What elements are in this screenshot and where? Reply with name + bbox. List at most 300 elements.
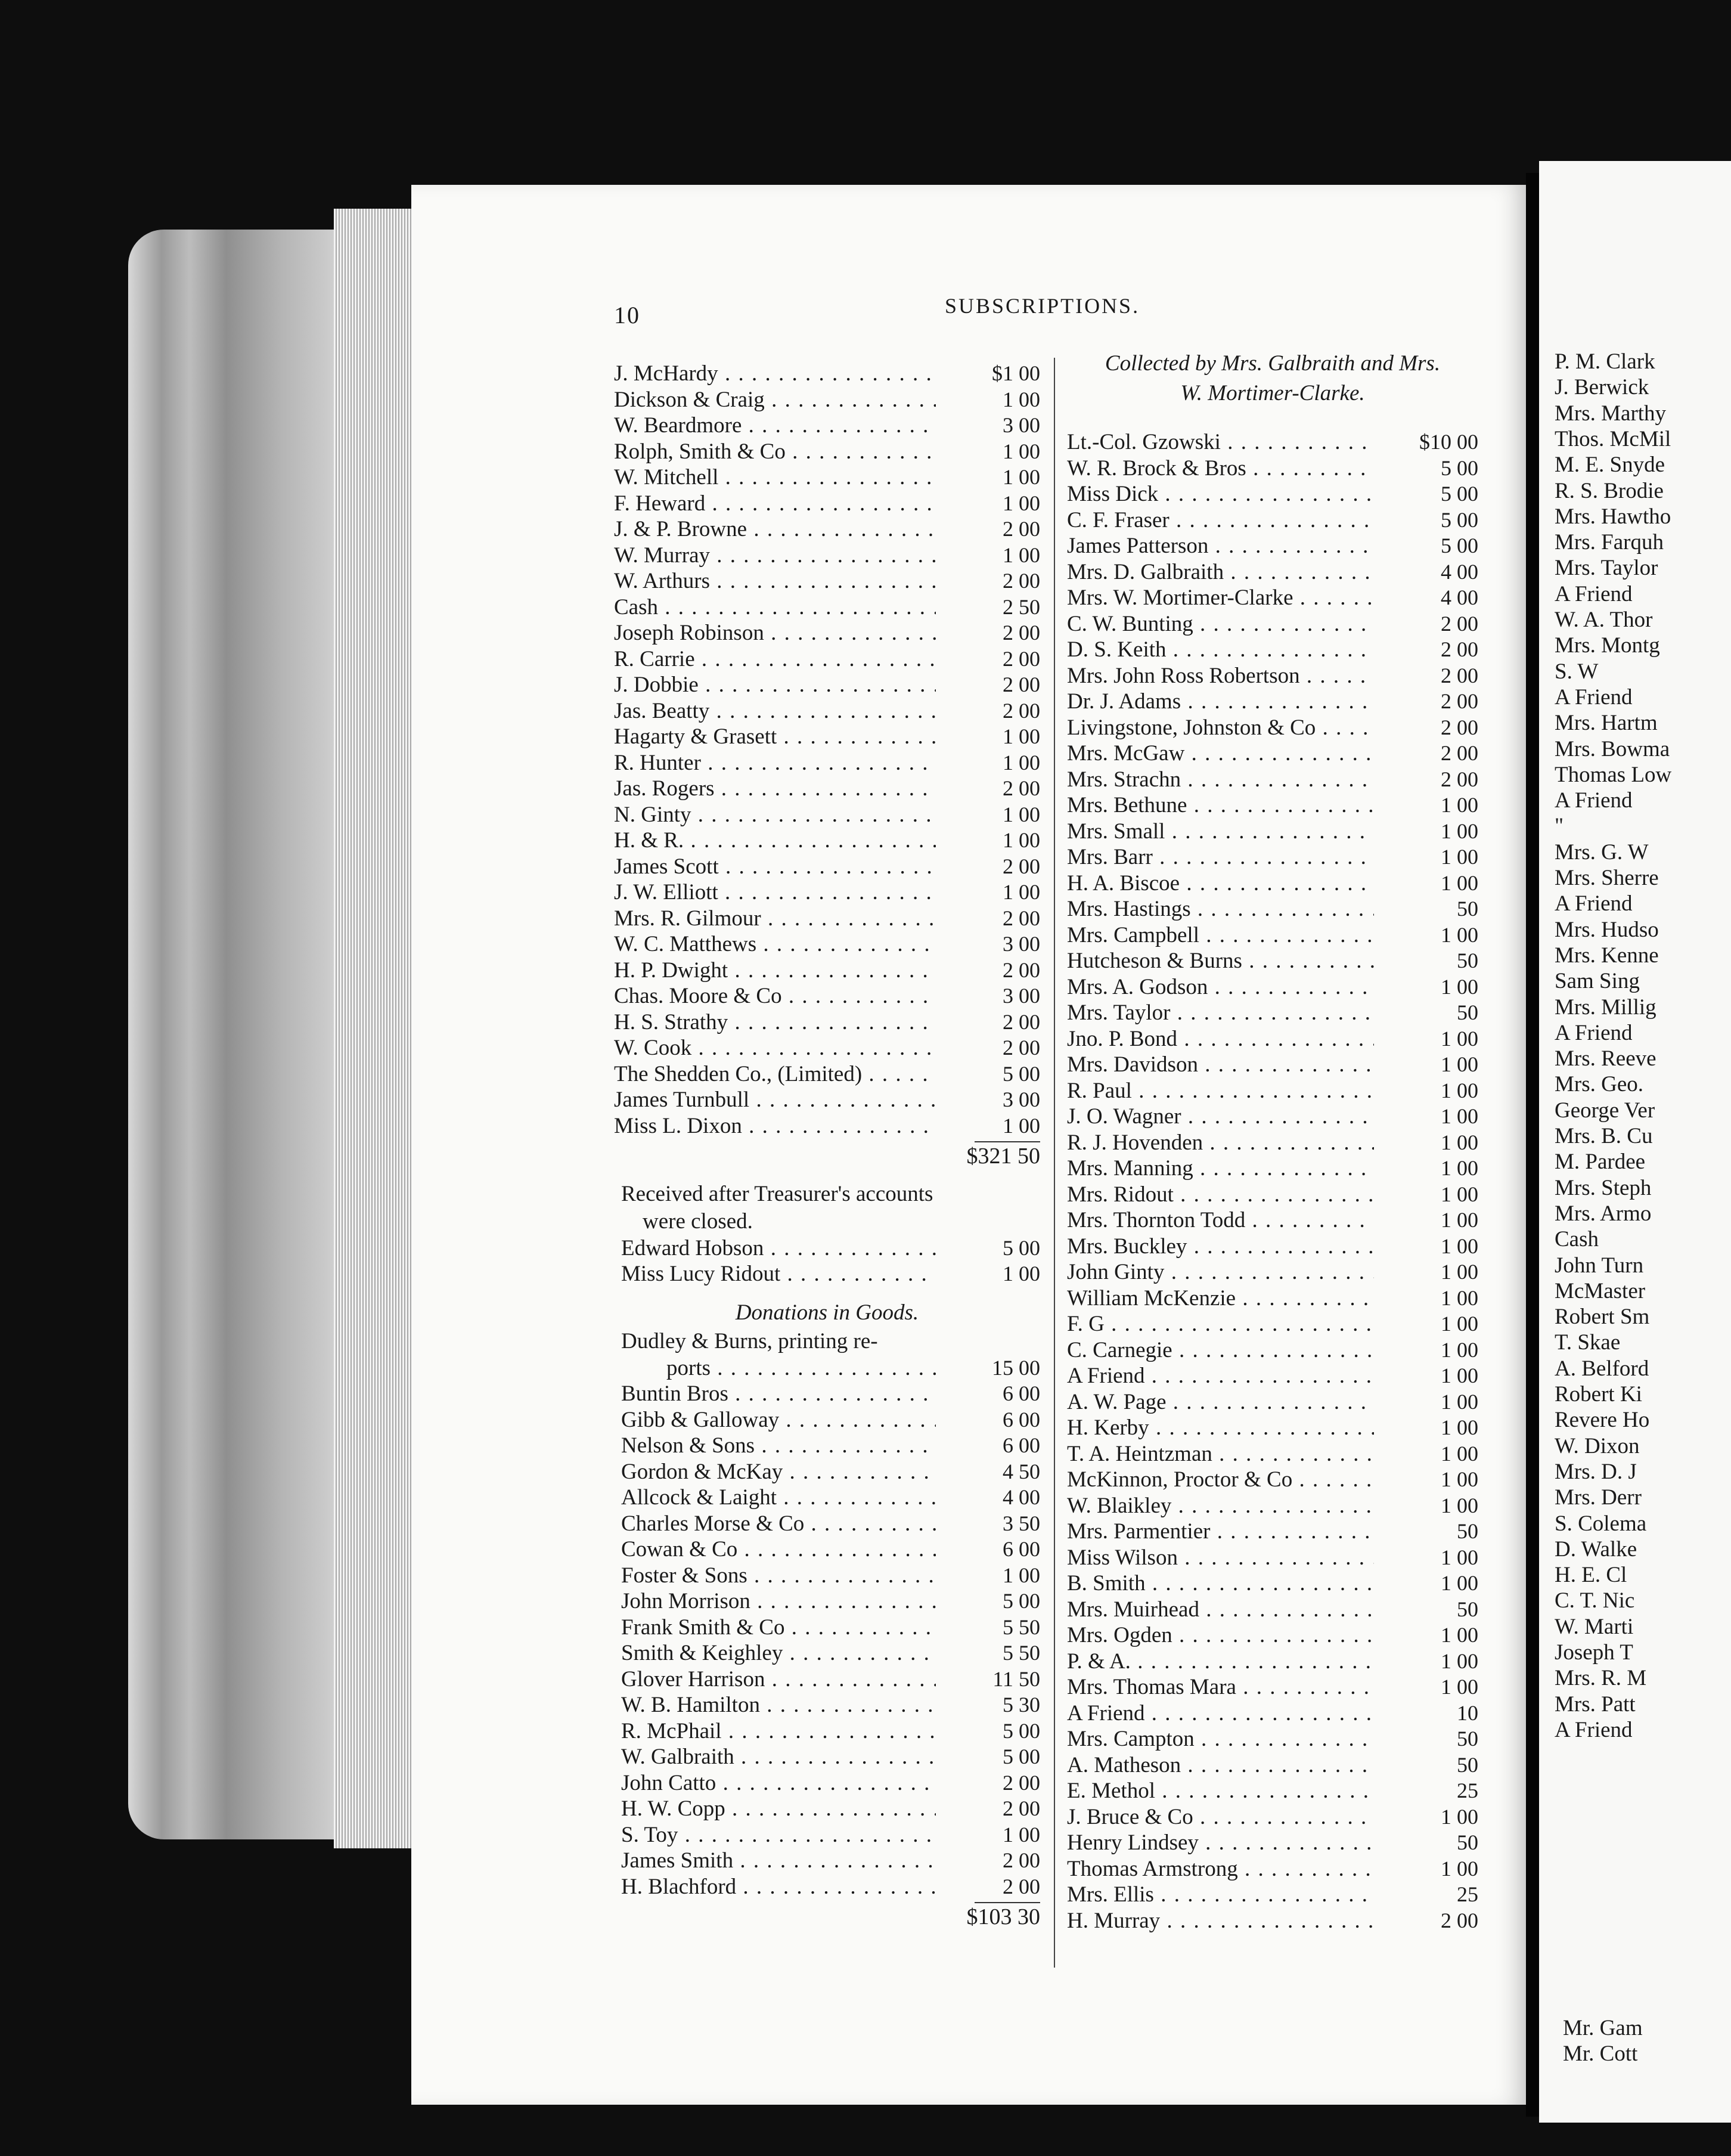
- collected-name: Mrs. Campton . . .: [1067, 1726, 1374, 1752]
- donation-amount: 2 00: [1003, 1848, 1040, 1872]
- collected-row: [1067, 871, 1478, 897]
- collected-amount: 2 00: [1441, 715, 1478, 739]
- subscriber-name: Dickson & Craig . . .: [614, 387, 936, 413]
- right-page-entry: Thomas Low: [1555, 762, 1672, 787]
- total-rule: [975, 1141, 1040, 1142]
- subscriber-row: [614, 646, 1040, 673]
- collected-row: [1067, 1182, 1478, 1208]
- subscriber-name: J. & P. Browne . . .: [614, 516, 936, 543]
- collected-amount: 1 00: [1441, 1623, 1478, 1647]
- right-page-entry: Mrs. D. J: [1555, 1459, 1637, 1484]
- collected-row: [1067, 948, 1478, 974]
- collected-amount: 2 00: [1441, 741, 1478, 765]
- collected-name: Mrs. D. Galbraith . . .: [1067, 559, 1374, 586]
- collected-name: Mrs. Campbell . . .: [1067, 922, 1374, 949]
- collected-amount: 1 00: [1441, 1364, 1478, 1387]
- collected-row: [1067, 1052, 1478, 1078]
- subscriber-row: [614, 854, 1040, 880]
- collected-row: [1067, 611, 1478, 637]
- received-row: [621, 1261, 1040, 1287]
- donation-name: R. McPhail . . .: [621, 1718, 936, 1745]
- collected-name: Mrs. Thornton Todd . . .: [1067, 1207, 1374, 1234]
- subscriber-amount: $1 00: [992, 361, 1040, 385]
- collected-name: Mrs. Ridout . . .: [1067, 1182, 1374, 1208]
- subscriber-amount: 1 00: [1003, 828, 1040, 852]
- right-page-entry: McMaster: [1555, 1278, 1646, 1303]
- subscriber-name: J. Dobbie . . .: [614, 672, 936, 698]
- subscriber-row: [614, 958, 1040, 984]
- right-page-entry: Mrs. Hartm: [1555, 711, 1658, 736]
- right-page-entry: Revere Ho: [1555, 1408, 1650, 1433]
- collected-amount: 50: [1457, 949, 1478, 972]
- collected-amount: 1 00: [1441, 1130, 1478, 1154]
- right-page: [1539, 161, 1731, 2123]
- right-page-entry: C. T. Nic: [1555, 1588, 1635, 1613]
- subscriber-amount: 2 50: [1003, 594, 1040, 619]
- subscriber-name: W. C. Matthews . . .: [614, 931, 936, 958]
- received-amount: 5 00: [1003, 1235, 1040, 1260]
- donations-list: [614, 1381, 1040, 1900]
- collected-name: James Patterson . . .: [1067, 533, 1374, 559]
- donation-name: Frank Smith & Co . . .: [621, 1615, 936, 1641]
- subscriber-row: [614, 1009, 1040, 1036]
- right-page-entry: Mrs. G. W: [1555, 840, 1649, 865]
- collected-row: [1067, 1078, 1478, 1104]
- collected-row: [1067, 1285, 1478, 1312]
- subscriber-amount: 1 00: [1003, 465, 1040, 489]
- collected-amount: $10 00: [1419, 430, 1478, 454]
- collected-row: [1067, 1337, 1478, 1364]
- collected-name: C. W. Bunting . . .: [1067, 611, 1374, 637]
- col2-list: [1067, 429, 1478, 1934]
- collected-name: Mrs. A. Godson . . .: [1067, 974, 1374, 1000]
- right-page-entry: Mrs. B. Cu: [1555, 1124, 1653, 1148]
- subscriber-name: W. Murray . . .: [614, 543, 936, 569]
- subscriber-amount: 2 00: [1003, 776, 1040, 800]
- collected-row: [1067, 1493, 1478, 1519]
- donation-row: [621, 1511, 1040, 1537]
- subscriber-row: [614, 802, 1040, 828]
- right-page-entry: A Friend: [1555, 891, 1633, 916]
- collected-row: [1067, 507, 1478, 534]
- subscriber-amount: 2 00: [1003, 698, 1040, 723]
- collected-amount: 1 00: [1441, 1312, 1478, 1336]
- donation-name: Smith & Keighley . . .: [621, 1640, 936, 1666]
- donation-name: Glover Harrison . . .: [621, 1666, 936, 1693]
- right-page-entry: Mrs. Montg: [1555, 633, 1660, 658]
- subscriber-row: [614, 879, 1040, 906]
- right-page-entry: Mrs. Steph: [1555, 1175, 1652, 1200]
- collected-name: D. S. Keith . . .: [1067, 637, 1374, 663]
- subscriber-amount: 2 00: [1003, 958, 1040, 982]
- right-page-entry: A. Belford: [1555, 1356, 1649, 1381]
- collected-row: [1067, 1622, 1478, 1649]
- collected-row: [1067, 1545, 1478, 1571]
- column-divider: [1054, 358, 1055, 1968]
- subscriber-name: Cash . . .: [614, 594, 936, 621]
- subscriber-amount: 3 00: [1003, 1088, 1040, 1111]
- donation-row: [621, 1381, 1040, 1407]
- donation-first-line: Dudley & Burns, printing re-: [621, 1328, 878, 1353]
- donation-amount: 5 00: [1003, 1589, 1040, 1613]
- collected-name: Mrs. Hastings . . .: [1067, 896, 1374, 922]
- collected-name: J. Bruce & Co . . .: [1067, 1804, 1374, 1830]
- collected-row: [1067, 715, 1478, 741]
- collected-amount: 4 00: [1441, 586, 1478, 609]
- donation-row: [621, 1537, 1040, 1563]
- subscriber-row: [614, 698, 1040, 724]
- subscriber-amount: 1 00: [1003, 439, 1040, 463]
- right-page-entry: Mrs. Farquh: [1555, 530, 1664, 555]
- donation-name: Gordon & McKay . . .: [621, 1459, 936, 1485]
- received-name: Miss Lucy Ridout . . .: [621, 1261, 936, 1287]
- collected-name: Mrs. Davidson . . .: [1067, 1052, 1374, 1078]
- donation-row: [621, 1822, 1040, 1848]
- collected-amount: 2 00: [1441, 767, 1478, 791]
- subscriber-row: [614, 828, 1040, 854]
- right-page-entry: Robert Ki: [1555, 1382, 1642, 1407]
- collected-amount: 1 00: [1441, 1337, 1478, 1362]
- collected-amount: 50: [1457, 1727, 1478, 1751]
- donation-row: [621, 1848, 1040, 1874]
- collected-amount: 2 00: [1441, 637, 1478, 661]
- donation-name: H. Blachford . . .: [621, 1874, 936, 1900]
- collected-name: Mrs. Parmentier . . .: [1067, 1519, 1374, 1545]
- right-page-entry: W. A. Thor: [1555, 608, 1653, 632]
- subscriber-row: [614, 594, 1040, 621]
- collected-row: [1067, 1726, 1478, 1752]
- collected-row: [1067, 922, 1478, 949]
- collected-row: [1067, 585, 1478, 611]
- collected-row: [1067, 819, 1478, 845]
- donations-total: $103 30: [966, 1904, 1040, 1929]
- collected-name: J. O. Wagner . . .: [1067, 1104, 1374, 1130]
- subscriber-row: [614, 543, 1040, 569]
- collected-row: [1067, 1234, 1478, 1260]
- donation-row: [621, 1666, 1040, 1693]
- right-page-entry: Mrs. Armo: [1555, 1201, 1652, 1226]
- donation-name: W. Galbraith . . .: [621, 1744, 936, 1770]
- subscriber-name: W. Cook . . .: [614, 1035, 936, 1061]
- right-page-entry: J. Berwick: [1555, 375, 1649, 400]
- right-page-entry: Mrs. R. M: [1555, 1666, 1647, 1691]
- subscriber-amount: 1 00: [1003, 750, 1040, 775]
- collected-amount: 50: [1457, 1519, 1478, 1543]
- collected-name: Lt.-Col. Gzowski . . .: [1067, 429, 1374, 456]
- donation-amount: 4 50: [1003, 1459, 1040, 1483]
- donation-row: [621, 1770, 1040, 1796]
- right-page-entry: Mrs. Kenne: [1555, 943, 1659, 968]
- donation-name: Charles Morse & Co . . .: [621, 1511, 936, 1537]
- collected-amount: 1 00: [1441, 1441, 1478, 1466]
- subscriber-row: [614, 776, 1040, 802]
- subscriber-amount: 2 00: [1003, 569, 1040, 593]
- subscriber-name: F. Heward . . .: [614, 491, 936, 517]
- collected-row: [1067, 637, 1478, 663]
- collected-amount: 1 00: [1441, 1285, 1478, 1310]
- collected-row: [1067, 1570, 1478, 1597]
- subscriber-row: [614, 516, 1040, 543]
- right-page-entry: Mrs. Millig: [1555, 995, 1656, 1020]
- collected-row: [1067, 896, 1478, 922]
- right-page-entry: A Friend: [1555, 684, 1633, 710]
- subscriber-amount: 2 00: [1003, 854, 1040, 878]
- right-page-bottom-entry: Mr. Cott: [1563, 2042, 1638, 2066]
- received-row: [621, 1235, 1040, 1262]
- collected-row: [1067, 1259, 1478, 1285]
- subscriber-name: Joseph Robinson . . .: [614, 620, 936, 646]
- collected-name: McKinnon, Proctor & Co . . .: [1067, 1467, 1374, 1493]
- subscriber-name: James Turnbull . . .: [614, 1087, 936, 1113]
- collected-amount: 1 00: [1441, 1804, 1478, 1829]
- right-page-entry: W. Marti: [1555, 1614, 1634, 1639]
- subscriber-row: [614, 568, 1040, 594]
- collected-row: [1067, 844, 1478, 871]
- collected-row: [1067, 1415, 1478, 1441]
- collected-name: W. R. Brock & Bros . . .: [1067, 456, 1374, 482]
- collected-amount: 1 00: [1441, 1078, 1478, 1102]
- donation-name: John Morrison . . .: [621, 1588, 936, 1615]
- received-list: [614, 1235, 1040, 1287]
- collected-amount: 4 00: [1441, 559, 1478, 584]
- donation-amount: 5 50: [1003, 1641, 1040, 1665]
- right-page-entry: A Friend: [1555, 788, 1633, 813]
- collected-row: [1067, 663, 1478, 689]
- col1-total: $321 50: [966, 1144, 1040, 1169]
- collected-row: [1067, 1104, 1478, 1130]
- collected-name: Mrs. McGaw . . .: [1067, 741, 1374, 767]
- collected-name: P. & A. . . .: [1067, 1649, 1374, 1675]
- collected-amount: 5 00: [1441, 482, 1478, 506]
- collected-row: [1067, 481, 1478, 507]
- collected-row: [1067, 1363, 1478, 1389]
- collected-name: H. A. Biscoe . . .: [1067, 871, 1374, 897]
- subscriber-amount: 2 00: [1003, 646, 1040, 671]
- subscriber-name: James Scott . . .: [614, 854, 936, 880]
- collected-name: Jno. P. Bond . . .: [1067, 1026, 1374, 1052]
- subscriber-row: [614, 1087, 1040, 1113]
- received-name: Edward Hobson . . .: [621, 1235, 936, 1262]
- subscriber-row: [614, 931, 1040, 958]
- right-page-entry: R. S. Brodie: [1555, 478, 1664, 503]
- right-page-entry: Mrs. Sherre: [1555, 866, 1659, 890]
- right-page-entry: W. Dixon: [1555, 1433, 1640, 1458]
- right-page-entry: ": [1555, 814, 1564, 839]
- collected-name: Dr. J. Adams . . .: [1067, 689, 1374, 715]
- collected-amount: 1 00: [1441, 1052, 1478, 1076]
- subscriber-row: [614, 439, 1040, 465]
- subscriber-amount: 2 00: [1003, 621, 1040, 645]
- collected-row: [1067, 1026, 1478, 1052]
- collected-amount: 50: [1457, 897, 1478, 921]
- collected-amount: 1 00: [1441, 1415, 1478, 1439]
- donation-first-cont-row: ports . . . 15 00: [614, 1355, 1040, 1381]
- right-page-entry: Thos. McMil: [1555, 426, 1671, 451]
- collected-amount: 1 00: [1441, 1182, 1478, 1206]
- subscriber-amount: 1 00: [1003, 724, 1040, 748]
- subscriber-amount: 1 00: [1003, 880, 1040, 904]
- collected-amount: 1 00: [1441, 793, 1478, 817]
- donation-name: John Catto . . .: [621, 1770, 936, 1796]
- subscriber-amount: 2 00: [1003, 673, 1040, 696]
- right-page-entry: S. Colema: [1555, 1511, 1647, 1536]
- subscriber-name: H. P. Dwight . . .: [614, 958, 936, 984]
- donation-row: [621, 1874, 1040, 1900]
- collected-name: Mrs. Taylor . . .: [1067, 1000, 1374, 1026]
- donation-amount: 4 00: [1003, 1485, 1040, 1509]
- collected-name: A Friend . . .: [1067, 1363, 1374, 1389]
- page-header: SUBSCRIPTIONS.: [945, 294, 1140, 318]
- subscriber-name: Jas. Beatty . . .: [614, 698, 936, 724]
- right-page-entry: H. E. Cl: [1555, 1563, 1627, 1588]
- collected-name: Mrs. Bethune . . .: [1067, 792, 1374, 819]
- right-page-entry: John Turn: [1555, 1253, 1644, 1278]
- subscriber-name: Rolph, Smith & Co . . .: [614, 439, 936, 465]
- subscriber-amount: 1 00: [1003, 491, 1040, 515]
- collected-amount: 1 00: [1441, 1545, 1478, 1569]
- right-page-entry: Mrs. Hudso: [1555, 917, 1659, 942]
- collected-name: E. Methol . . .: [1067, 1778, 1374, 1804]
- subscriber-amount: 1 00: [1003, 543, 1040, 567]
- collected-name: A. Matheson . . .: [1067, 1752, 1374, 1779]
- subscriber-amount: 2 00: [1003, 906, 1040, 930]
- collected-amount: 1 00: [1441, 1856, 1478, 1881]
- subscriber-row: [614, 1061, 1040, 1088]
- collected-name: Mrs. Barr . . .: [1067, 844, 1374, 871]
- donation-amount: 11 50: [992, 1666, 1040, 1691]
- subscriber-name: J. W. Elliott . . .: [614, 879, 936, 906]
- collected-name: Mrs. Muirhead . . .: [1067, 1597, 1374, 1623]
- subscriber-row: [614, 387, 1040, 413]
- col1-list: [614, 361, 1040, 1139]
- right-page-entry: Robert Sm: [1555, 1305, 1650, 1330]
- collected-row: [1067, 1207, 1478, 1234]
- right-page-entry: M. Pardee: [1555, 1150, 1646, 1175]
- right-page-entry: D. Walke: [1555, 1537, 1637, 1562]
- donation-name: H. W. Copp . . .: [621, 1796, 936, 1822]
- right-page-entry: Mrs. Hawtho: [1555, 504, 1671, 529]
- donation-name: Cowan & Co . . .: [621, 1537, 936, 1563]
- collected-row: [1067, 1467, 1478, 1493]
- collected-amount: 1 00: [1441, 1389, 1478, 1414]
- subscriber-name: W. Arthurs . . .: [614, 568, 936, 594]
- donation-name: W. B. Hamilton . . .: [621, 1692, 936, 1718]
- subscriber-name: H. S. Strathy . . .: [614, 1009, 936, 1036]
- collected-amount: 1 00: [1441, 845, 1478, 869]
- collected-amount: 5 00: [1441, 456, 1478, 480]
- collected-name: Mrs. Ogden . . .: [1067, 1622, 1374, 1649]
- collected-name: W. Blaikley . . .: [1067, 1493, 1374, 1519]
- collected-row: [1067, 1752, 1478, 1779]
- collected-amount: 50: [1457, 1597, 1478, 1621]
- subscriber-row: [614, 983, 1040, 1009]
- collected-amount: 1 00: [1441, 1649, 1478, 1673]
- collected-row: [1067, 974, 1478, 1000]
- collected-name: Thomas Armstrong . . .: [1067, 1856, 1374, 1882]
- collected-name: Mrs. Thomas Mara . . .: [1067, 1674, 1374, 1700]
- collected-name: Mrs. Manning . . .: [1067, 1156, 1374, 1182]
- collected-name: Mrs. John Ross Robertson . . .: [1067, 663, 1374, 689]
- collected-amount: 50: [1457, 1830, 1478, 1854]
- collected-row: [1067, 1674, 1478, 1700]
- subscriber-amount: 2 00: [1003, 1036, 1040, 1060]
- right-page-entry: George Ver: [1555, 1098, 1655, 1123]
- subscriber-name: Jas. Rogers . . .: [614, 776, 936, 802]
- collected-amount: 2 00: [1441, 611, 1478, 636]
- collected-name: R. J. Hovenden . . .: [1067, 1130, 1374, 1156]
- right-page-entry: A Friend: [1555, 1717, 1633, 1742]
- donations-total-row: [614, 1904, 1040, 1931]
- donation-name: S. Toy . . .: [621, 1822, 936, 1848]
- donation-amount: 2 00: [1003, 1770, 1040, 1795]
- collected-row: [1067, 1597, 1478, 1623]
- donation-amount: 1 00: [1003, 1822, 1040, 1847]
- subscriber-row: [614, 1035, 1040, 1061]
- subscriber-amount: 2 00: [1003, 517, 1040, 541]
- right-page-entry: Mrs. Bowma: [1555, 736, 1670, 761]
- collected-amount: 1 00: [1441, 819, 1478, 843]
- collected-amount: 1 00: [1441, 1026, 1478, 1051]
- collected-name: A Friend . . .: [1067, 1700, 1374, 1727]
- donation-row: [621, 1407, 1040, 1433]
- page-number: 10: [614, 302, 640, 329]
- collected-row: [1067, 792, 1478, 819]
- subscriber-row: [614, 361, 1040, 387]
- donation-amount: 6 00: [1003, 1381, 1040, 1405]
- subscriber-amount: 1 00: [1003, 387, 1040, 411]
- collected-row: [1067, 1000, 1478, 1026]
- collected-title-cont: W. Mortimer-Clarke.: [1180, 381, 1365, 405]
- collected-row: [1067, 767, 1478, 793]
- donation-row: [621, 1718, 1040, 1745]
- subscriber-amount: 3 00: [1003, 932, 1040, 956]
- collected-name: H. Kerby . . .: [1067, 1415, 1374, 1441]
- right-page-entry: Mrs. Marthy: [1555, 401, 1667, 426]
- collected-amount: 1 00: [1441, 1260, 1478, 1284]
- subscriber-name: R. Carrie . . .: [614, 646, 936, 673]
- subscriber-row: [614, 906, 1040, 932]
- collected-name: Mrs. Small . . .: [1067, 819, 1374, 845]
- collected-name: Hutcheson & Burns . . .: [1067, 948, 1374, 974]
- right-page-entry: Mrs. Geo.: [1555, 1072, 1644, 1097]
- collected-row: [1067, 689, 1478, 715]
- collected-row: [1067, 1130, 1478, 1156]
- collected-name: John Ginty . . .: [1067, 1259, 1374, 1285]
- subscriptions-column-1: [614, 361, 1040, 1931]
- collected-amount: 1 00: [1441, 1208, 1478, 1232]
- collected-row: [1067, 1156, 1478, 1182]
- donations-title: Donations in Goods.: [735, 1300, 919, 1325]
- subscriber-name: Hagarty & Grasett . . .: [614, 724, 936, 750]
- right-page-entry: P. M. Clark: [1555, 349, 1655, 374]
- donation-amount: 5 50: [1003, 1615, 1040, 1639]
- donation-row: [621, 1796, 1040, 1822]
- collected-row: [1067, 1441, 1478, 1467]
- subscriber-name: W. Mitchell . . .: [614, 464, 936, 491]
- collected-amount: 1 00: [1441, 1493, 1478, 1517]
- donation-row: [621, 1459, 1040, 1485]
- right-page-entry: M. E. Snyde: [1555, 453, 1665, 478]
- donation-row: [621, 1433, 1040, 1459]
- collected-amount: 2 00: [1441, 663, 1478, 687]
- subscriber-amount: 2 00: [1003, 1009, 1040, 1034]
- collected-amount: 1 00: [1441, 1675, 1478, 1699]
- donation-row: [621, 1563, 1040, 1589]
- donation-row: [621, 1485, 1040, 1511]
- subscriber-amount: 1 00: [1003, 802, 1040, 826]
- donation-name: Nelson & Sons . . .: [621, 1433, 936, 1459]
- collected-amount: 2 00: [1441, 1908, 1478, 1932]
